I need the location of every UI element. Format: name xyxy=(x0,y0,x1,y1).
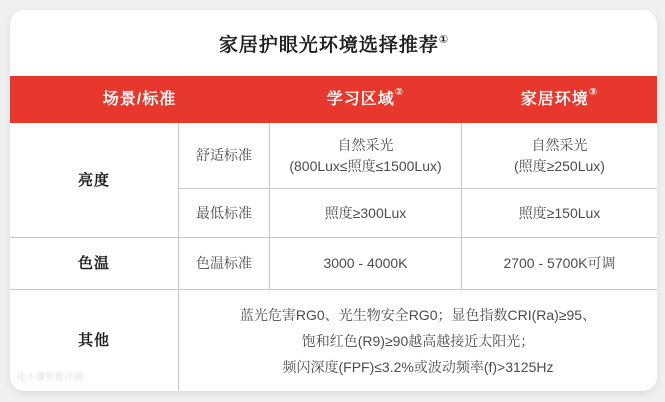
study-footnote-marker: ② xyxy=(394,87,404,98)
header-scene-standard-label: 场景/标准 xyxy=(102,91,177,108)
comfort-home-line2: (照度≥250Lux) xyxy=(514,157,605,174)
row-label-color-temperature: 色温 xyxy=(10,237,178,289)
cell-minimum-study-value: 照度≥300Lux xyxy=(269,188,461,237)
header-cell-study-area xyxy=(269,76,461,123)
page-title-text: 家居护眼光环境选择推荐 xyxy=(218,34,439,56)
header-cell-home-environment xyxy=(461,76,657,123)
cell-color-temp-home-value: 2700 - 5700K可调 xyxy=(461,237,657,289)
cell-minimum-home-value: 照度≥150Lux xyxy=(461,188,657,237)
cell-comfort-home-value xyxy=(461,123,657,188)
cell-comfort-standard-label: 舒适标准 xyxy=(178,123,269,188)
row-label-brightness: 亮度 xyxy=(77,171,110,189)
recommendation-card xyxy=(10,10,657,391)
cell-comfort-study-value xyxy=(269,123,461,188)
home-footnote-marker: ③ xyxy=(588,87,598,98)
cell-color-temp-standard-label: 色温标准 xyxy=(178,237,269,289)
comfort-study-line1: 自然采光 xyxy=(337,136,394,153)
watermark: 电小懂智能评测 xyxy=(17,372,84,382)
comfort-study-line2: (800Lux≤照度≤1500Lux) xyxy=(289,157,442,174)
row-label-other: 其他 xyxy=(10,289,178,391)
cell-other-requirements xyxy=(178,289,657,391)
cell-minimum-standard-label: 最低标准 xyxy=(178,188,269,237)
header-study-label: 学习区域 xyxy=(326,91,395,108)
header-cell-scene-standard xyxy=(10,76,269,123)
title-row xyxy=(10,10,657,76)
cell-color-temp-study-value: 3000 - 4000K xyxy=(269,237,461,289)
page-title xyxy=(219,30,448,57)
comfort-home-line1: 自然采光 xyxy=(531,136,588,153)
title-footnote-marker: ① xyxy=(438,33,449,46)
other-requirements-line2: 饱和红色(R9)≥90越高越接近太阳光； xyxy=(301,332,535,349)
recommendation-table xyxy=(10,76,657,391)
other-requirements-line1: 蓝光危害RG0、光生物安全RG0；显色指数CRI(Ra)≥95、 xyxy=(239,306,597,323)
other-requirements-line3: 频闪深度(FPF)≤3.2%或波动频率(f)>3125Hz xyxy=(282,358,554,375)
header-home-label: 家居环境 xyxy=(520,91,589,108)
